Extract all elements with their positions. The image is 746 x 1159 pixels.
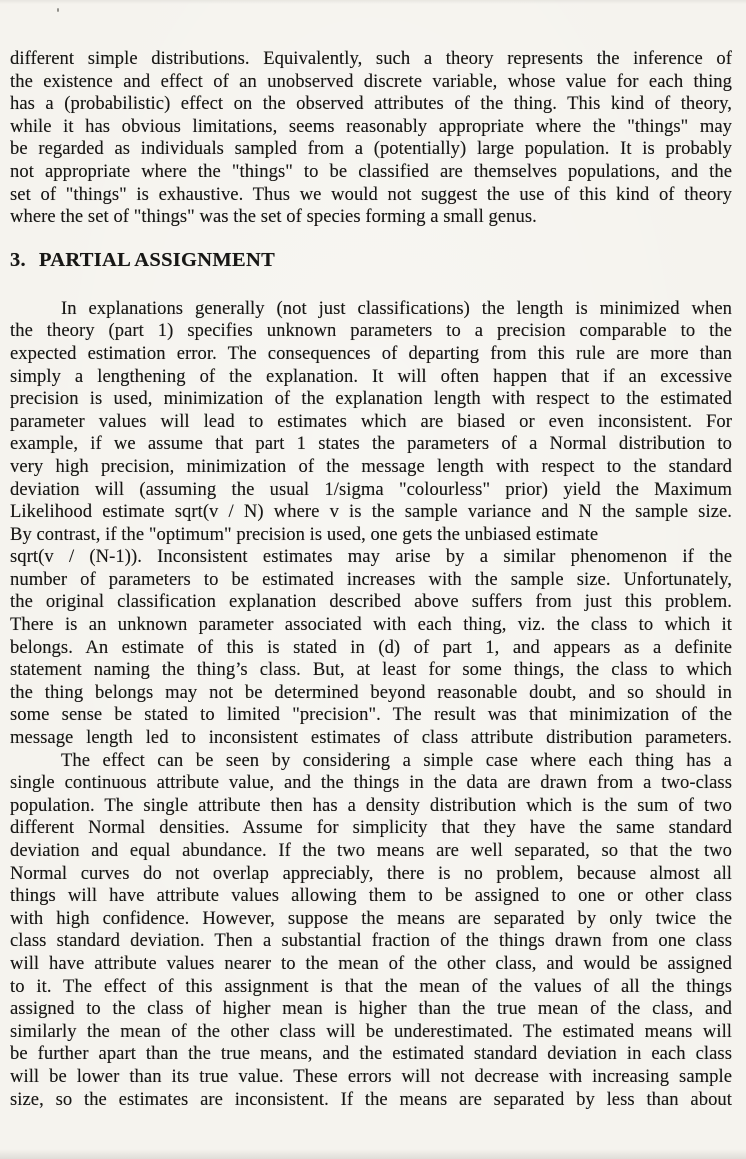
text-line: population. The single attribute then has a density distribution which is the sum of two xyxy=(10,794,732,816)
text-line: deviation will (assuming the usual 1/sigma "colourless" prior) yield the Maximum xyxy=(10,478,732,500)
section-title: PARTIAL ASSIGNMENT xyxy=(38,248,276,271)
page-content xyxy=(10,48,732,1111)
text-line: the original classification explanation described above suffers from just this problem. xyxy=(10,591,732,613)
paragraph xyxy=(10,48,732,229)
text-line: parameter values will lead to estimates which are biased or even inconsistent. For xyxy=(10,410,732,432)
text-line: sqrt(v / (N-1)). Inconsistent estimates may arise by a similar phenomenon if the xyxy=(10,546,732,568)
text-line: simply a lengthening of the explanation. It will often happen that if an excessive xyxy=(10,365,732,387)
text-line: assigned to the class of higher mean is higher than the true mean of the class, and xyxy=(10,998,732,1020)
text-line: The effect can be seen by considering a simple case where each thing has a xyxy=(61,749,732,771)
text-line: be regarded as individuals sampled from a (potentially) large population. It is probably xyxy=(10,138,732,160)
text-line: expected estimation error. The consequences of departing from this rule are more than xyxy=(10,342,732,364)
text-line: By contrast, if the "optimum" precision is used, one gets the unbiased estimate xyxy=(10,523,599,545)
text-line: to it. The effect of this assignment is that the mean of the values of all the things xyxy=(10,975,732,997)
text-line: example, if we assume that part 1 states the parameters of a Normal distribution to xyxy=(10,433,732,455)
text-line: There is an unknown parameter associated with each thing, viz. the class to which it xyxy=(10,614,732,636)
text-line: the theory (part 1) specifies unknown parameters to a precision comparable to the xyxy=(10,320,732,342)
text-line: will be lower than its true value. These errors will not decrease with increasing sample xyxy=(10,1065,732,1087)
text-line: while it has obvious limitations, seems reasonably appropriate where the "things" may xyxy=(10,115,732,137)
text-line: number of parameters to be estimated increases with the sample size. Unfortunately, xyxy=(10,568,732,590)
text-line: statement naming the thing’s class. But, at least for some things, the class to which xyxy=(10,659,732,681)
text-line: different simple distributions. Equivalently, such a theory represents the inference of xyxy=(10,48,732,69)
scan-speck xyxy=(57,8,59,12)
text-line: with high confidence. However, suppose the means are separated by only twice the xyxy=(10,907,732,929)
text-line: In explanations generally (not just classifications) the length is minimized when xyxy=(61,297,732,319)
text-line: has a (probabilistic) effect on the observed attributes of the thing. This kind of theory, xyxy=(10,93,732,115)
text-line: precision is used, minimization of the explanation length with respect to the estimated xyxy=(10,388,732,410)
text-line: size, so the estimates are inconsistent. If the means are separated by less than about xyxy=(10,1088,732,1110)
paragraph xyxy=(10,298,732,750)
text-line: Normal curves do not overlap appreciably, there is no problem, because almost all xyxy=(10,862,732,884)
text-line: will have attribute values nearer to the mean of the other class, and would be assigned xyxy=(10,952,732,974)
text-line: single continuous attribute value, and the things in the data are drawn from a two-class xyxy=(10,772,732,794)
section-number: 3. xyxy=(10,248,26,271)
text-line: similarly the mean of the other class will be underestimated. The estimated means will xyxy=(10,1020,732,1042)
text-line: not appropriate where the "things" to be classified are themselves populations, and the xyxy=(10,160,732,182)
text-line: set of "things" is exhaustive. Thus we would not suggest the use of this kind of theory xyxy=(10,183,732,205)
text-line: the existence and effect of an unobserved discrete variable, whose value for each thing xyxy=(10,70,732,92)
text-line: class standard deviation. Then a substantial fraction of the things drawn from one class xyxy=(10,930,732,952)
text-line: message length led to inconsistent estimates of class attribute distribution parameters. xyxy=(10,727,732,749)
text-line: deviation and equal abundance. If the two means are well separated, so that the two xyxy=(10,840,732,861)
text-line: different Normal densities. Assume for simplicity that they have the same standard xyxy=(10,817,732,839)
paragraph xyxy=(10,750,732,1112)
text-line: the thing belongs may not be determined beyond reasonable doubt, and so should in xyxy=(10,681,732,703)
text-line: where the set of "things" was the set of species forming a small genus. xyxy=(10,206,537,228)
text-line: Likelihood estimate sqrt(v / N) where v is the sample variance and N the sample size. xyxy=(10,501,732,523)
text-line: things will have attribute values allowing them to be assigned to one or other class xyxy=(10,885,732,907)
text-line: very high precision, minimization of the message length with respect to the standard xyxy=(10,455,732,477)
text-line: some sense be stated to limited "precision". The result was that minimization of the xyxy=(10,704,732,726)
text-line: be further apart than the true means, and the estimated standard deviation in each class xyxy=(10,1043,732,1065)
text-line: belongs. An estimate of this is stated in (d) of part 1, and appears as a definite xyxy=(10,636,732,658)
section-heading xyxy=(10,249,732,272)
